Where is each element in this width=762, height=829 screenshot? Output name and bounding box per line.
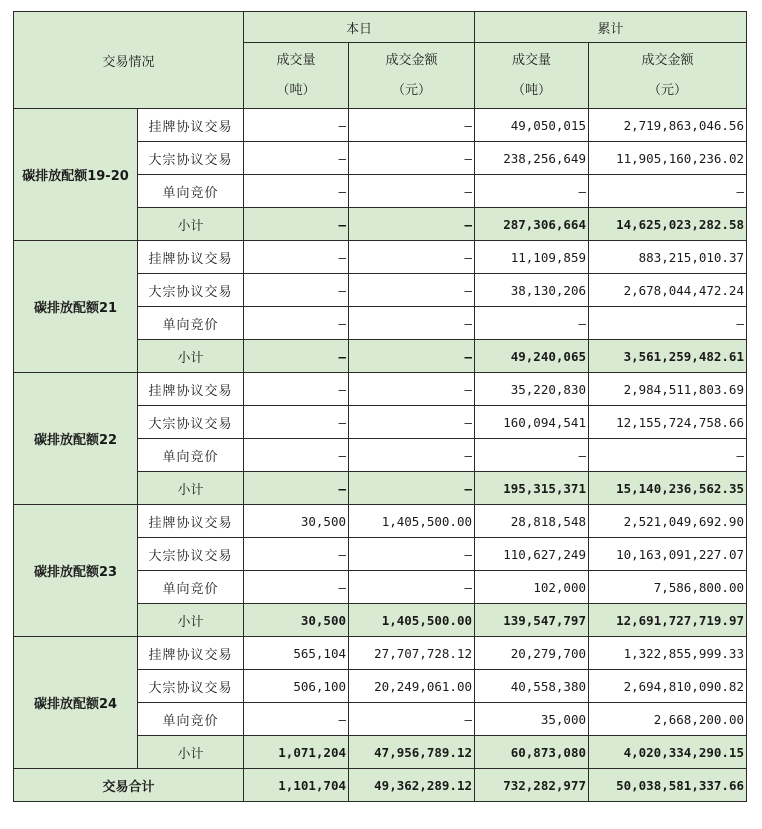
cum-volume: 110,627,249: [475, 538, 589, 571]
cum-volume: 49,050,015: [475, 109, 589, 142]
today-amount: –: [349, 538, 475, 571]
total-cum-amount: 50,038,581,337.66: [589, 769, 747, 802]
trade-type: 挂牌协议交易: [138, 241, 244, 274]
header-unit-ton: （吨）: [511, 82, 551, 98]
cum-amount: 883,215,010.37: [589, 241, 747, 274]
trade-type: 小计: [138, 472, 244, 505]
today-amount: –: [349, 439, 475, 472]
total-today-volume: 1,101,704: [244, 769, 349, 802]
today-amount: –: [349, 307, 475, 340]
today-amount: –: [349, 175, 475, 208]
trade-type: 大宗协议交易: [138, 274, 244, 307]
total-today-amount: 49,362,289.12: [349, 769, 475, 802]
trade-type: 小计: [138, 604, 244, 637]
cum-volume: 28,818,548: [475, 505, 589, 538]
cum-amount: –: [589, 439, 747, 472]
today-volume: 506,100: [244, 670, 349, 703]
today-volume: –: [244, 142, 349, 175]
cum-volume: 102,000: [475, 571, 589, 604]
cum-volume: –: [475, 175, 589, 208]
trade-type: 挂牌协议交易: [138, 505, 244, 538]
cum-volume: 35,000: [475, 703, 589, 736]
cum-volume: 40,558,380: [475, 670, 589, 703]
cum-amount: 2,984,511,803.69: [589, 373, 747, 406]
header-amount-label: 成交金额: [641, 52, 694, 68]
trade-type: 单向竞价: [138, 571, 244, 604]
trade-type: 小计: [138, 208, 244, 241]
cum-volume: 60,873,080: [475, 736, 589, 769]
today-amount: –: [349, 109, 475, 142]
trade-type: 挂牌协议交易: [138, 637, 244, 670]
today-volume: –: [244, 175, 349, 208]
today-amount: –: [349, 142, 475, 175]
today-volume: 565,104: [244, 637, 349, 670]
trade-type: 单向竞价: [138, 307, 244, 340]
trade-type: 小计: [138, 340, 244, 373]
today-amount: 1,405,500.00: [349, 604, 475, 637]
cum-volume: –: [475, 439, 589, 472]
today-amount: –: [349, 373, 475, 406]
table-row: [14, 637, 747, 670]
table-row: [14, 241, 747, 274]
trade-type: 单向竞价: [138, 703, 244, 736]
today-amount: –: [349, 406, 475, 439]
trade-type: 大宗协议交易: [138, 142, 244, 175]
trade-type: 挂牌协议交易: [138, 373, 244, 406]
cum-volume: 139,547,797: [475, 604, 589, 637]
today-volume: –: [244, 439, 349, 472]
today-volume: 30,500: [244, 604, 349, 637]
today-amount: –: [349, 703, 475, 736]
header-unit-yuan: （元）: [391, 82, 431, 98]
cum-volume: 195,315,371: [475, 472, 589, 505]
cum-volume: 35,220,830: [475, 373, 589, 406]
today-volume: –: [244, 703, 349, 736]
cum-amount: –: [589, 307, 747, 340]
today-amount: 47,956,789.12: [349, 736, 475, 769]
today-volume: 1,071,204: [244, 736, 349, 769]
total-cum-volume: 732,282,977: [475, 769, 589, 802]
header-unit-yuan: （元）: [647, 82, 687, 98]
today-volume: –: [244, 340, 349, 373]
carbon-trading-table: [13, 11, 747, 802]
cum-amount: 15,140,236,562.35: [589, 472, 747, 505]
cum-amount: 10,163,091,227.07: [589, 538, 747, 571]
today-amount: –: [349, 208, 475, 241]
trade-type: 单向竞价: [138, 439, 244, 472]
today-volume: –: [244, 307, 349, 340]
header-today: 本日: [244, 12, 475, 43]
header-volume-label: 成交量: [276, 52, 316, 68]
today-volume: –: [244, 472, 349, 505]
header-today-volume: [244, 43, 349, 109]
header-unit-ton: （吨）: [276, 82, 316, 98]
today-amount: –: [349, 241, 475, 274]
today-volume: –: [244, 373, 349, 406]
today-volume: –: [244, 571, 349, 604]
cum-amount: 7,586,800.00: [589, 571, 747, 604]
cum-amount: 12,691,727,719.97: [589, 604, 747, 637]
cum-amount: 2,694,810,090.82: [589, 670, 747, 703]
table-body: [14, 109, 747, 769]
today-amount: 1,405,500.00: [349, 505, 475, 538]
today-volume: –: [244, 109, 349, 142]
cum-volume: –: [475, 307, 589, 340]
cum-volume: 49,240,065: [475, 340, 589, 373]
cum-amount: 1,322,855,999.33: [589, 637, 747, 670]
trade-type: 大宗协议交易: [138, 406, 244, 439]
cum-amount: 11,905,160,236.02: [589, 142, 747, 175]
cum-amount: 4,020,334,290.15: [589, 736, 747, 769]
total-label: 交易合计: [14, 769, 244, 802]
cum-volume: 287,306,664: [475, 208, 589, 241]
header-cum-volume: [475, 43, 589, 109]
cum-amount: 2,719,863,046.56: [589, 109, 747, 142]
cum-amount: 2,521,049,692.90: [589, 505, 747, 538]
cum-amount: 2,678,044,472.24: [589, 274, 747, 307]
today-amount: –: [349, 571, 475, 604]
today-volume: –: [244, 538, 349, 571]
cum-volume: 38,130,206: [475, 274, 589, 307]
trade-type: 大宗协议交易: [138, 670, 244, 703]
today-volume: –: [244, 274, 349, 307]
today-amount: –: [349, 274, 475, 307]
today-amount: 27,707,728.12: [349, 637, 475, 670]
trade-type: 大宗协议交易: [138, 538, 244, 571]
cum-amount: –: [589, 175, 747, 208]
header-today-amount: [349, 43, 475, 109]
header-amount-label: 成交金额: [385, 52, 438, 68]
trade-type: 小计: [138, 736, 244, 769]
cum-volume: 20,279,700: [475, 637, 589, 670]
table-row: [14, 109, 747, 142]
today-amount: –: [349, 472, 475, 505]
header-trading: 交易情况: [14, 12, 244, 109]
today-volume: –: [244, 241, 349, 274]
trade-type: 单向竞价: [138, 175, 244, 208]
table-row: [14, 373, 747, 406]
cum-volume: 11,109,859: [475, 241, 589, 274]
group-name: 碳排放配额19-20: [14, 109, 138, 241]
cum-amount: 2,668,200.00: [589, 703, 747, 736]
table-row: [14, 505, 747, 538]
today-volume: –: [244, 208, 349, 241]
cum-amount: 3,561,259,482.61: [589, 340, 747, 373]
group-name: 碳排放配额21: [14, 241, 138, 373]
header-cumulative: 累计: [475, 12, 747, 43]
group-name: 碳排放配额24: [14, 637, 138, 769]
cum-volume: 238,256,649: [475, 142, 589, 175]
today-volume: –: [244, 406, 349, 439]
cum-amount: 14,625,023,282.58: [589, 208, 747, 241]
group-name: 碳排放配额22: [14, 373, 138, 505]
today-amount: 20,249,061.00: [349, 670, 475, 703]
cum-volume: 160,094,541: [475, 406, 589, 439]
total-row: [14, 769, 747, 802]
group-name: 碳排放配额23: [14, 505, 138, 637]
header-volume-label: 成交量: [511, 52, 551, 68]
trade-type: 挂牌协议交易: [138, 109, 244, 142]
header-cum-amount: [589, 43, 747, 109]
cum-amount: 12,155,724,758.66: [589, 406, 747, 439]
today-amount: –: [349, 340, 475, 373]
today-volume: 30,500: [244, 505, 349, 538]
